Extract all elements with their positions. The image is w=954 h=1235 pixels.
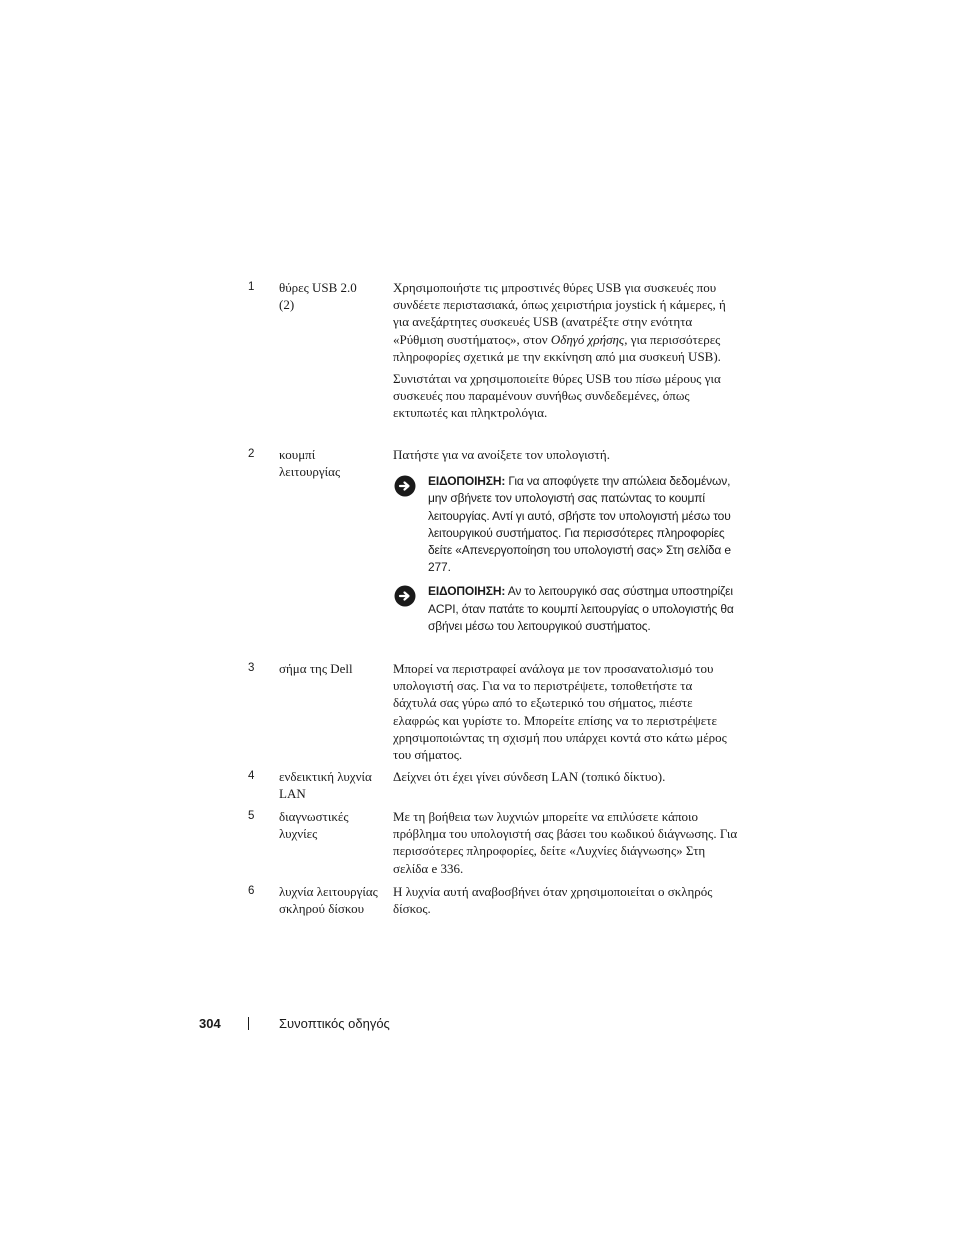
- row-description: [393, 808, 738, 877]
- row-description: [393, 883, 738, 917]
- row-term: σήμα της Dell: [279, 661, 353, 676]
- notice-text: Αν το λειτουργικό σας σύστημα υποστηρίζει ACPI, όταν πατάτε το κουμπί λειτουργίας ο υπολογιστής θα σβήνει μέσω του λειτουργικού συστήματος.: [428, 584, 734, 633]
- description-text: Με τη βοήθεια των λυχνιών μπορείτε να επιλύσετε κάποιο πρόβλημα του υπολογιστή σας βάσει του κωδικού διάγνωσης. Για περισσότερες πληροφορίες, δείτε «Λυχνίες διάγνωσης» Στη σελίδα e 336.: [393, 809, 738, 876]
- description-text: Η λυχνία αυτή αναβοσβήνει όταν χρησιμοποιείται ο σκληρός δίσκος.: [393, 884, 713, 917]
- row-number: 1: [248, 281, 255, 293]
- row-number: 6: [248, 885, 255, 897]
- page-number: 304: [199, 1016, 221, 1031]
- row-term: διαγνωστικές λυχνίες: [279, 809, 349, 842]
- row-number: 2: [248, 448, 255, 460]
- row-description: [393, 768, 738, 785]
- notice-icon: [394, 585, 416, 607]
- notice-text: Για να αποφύγετε την απώλεια δεδομένων, μην σβήνετε τον υπολογιστή σας πατώντας το κουμπί λειτουργίας. Αντί γι αυτό, σβήστε τον υπολογιστή μέσω του λειτουργικού συστήματος. Για περισσότερες πληροφορίες δείτε «Απενεργοποίηση του υπολογιστή σας» Στη σελίδα e 277.: [428, 474, 731, 575]
- description-text: Δείχνει ότι έχει γίνει σύνδεση LAN (τοπικό δίκτυο).: [393, 769, 666, 784]
- row-description: [393, 279, 738, 422]
- description-italic: Οδηγό χρήσης: [550, 331, 625, 347]
- row-number: 3: [248, 662, 255, 674]
- row-description: [393, 660, 738, 763]
- notice-label: ΕΙΔΟΠΟΙΗΣΗ:: [428, 474, 506, 489]
- description-text: Μπορεί να περιστραφεί ανάλογα με τον προσανατολισμό του υπολογιστή σας. Για να το περιστρέψετε, τοποθετήστε τα δάχτυλά σας γύρω από το εξωτερικό του σήματος, πιέστε ελαφρώς και γυρίστε το. Μπορείτε επίσης να το περιστρέψετε χρησιμοποιώντας τη σχισμή που υπάρχει κοντά στο κάτω μέρος του σήματος.: [393, 661, 727, 763]
- row-number: 4: [248, 770, 255, 782]
- row-term: ενδεικτική λυχνία LAN: [279, 769, 372, 802]
- row-description: [393, 446, 738, 635]
- description-text: , για περισσότερες πληροφορίες σχετικά με την εκκίνηση από μια συσκευή USB).: [393, 331, 721, 364]
- description-text: Χρησιμοποιήστε τις μπροστινές θύρες USB για συσκευές που συνδέετε περιστασιακά, όπως χειριστήρια joystick ή κάμερες, ή για ανεξάρτητες συσκευές USB (ανατρέξτε στην ενότητα «Ρύθμιση συστήματος», στον: [393, 280, 726, 347]
- row-number: 5: [248, 810, 255, 822]
- footer-title: Συνοπτικός οδηγός: [279, 1016, 390, 1031]
- notice-label: ΕΙΔΟΠΟΙΗΣΗ:: [428, 584, 506, 599]
- row-term: λυχνία λειτουργίας σκληρού δίσκου: [279, 884, 378, 917]
- description-text: Συνιστάται να χρησιμοποιείτε θύρες USB του πίσω μέρους για συσκευές που παραμένουν συνήθως συνδεδεμένες, όπως εκτυπωτές και πληκτρολόγια.: [393, 371, 721, 421]
- row-term: κουμπί λειτουργίας: [279, 447, 341, 480]
- notice-block: [393, 583, 738, 635]
- description-text: Πατήστε για να ανοίξετε τον υπολογιστή.: [393, 447, 610, 462]
- notice-block: [393, 473, 738, 576]
- footer-divider: [248, 1017, 249, 1030]
- notice-icon: [394, 475, 416, 497]
- row-term: θύρες USB 2.0 (2): [279, 280, 357, 313]
